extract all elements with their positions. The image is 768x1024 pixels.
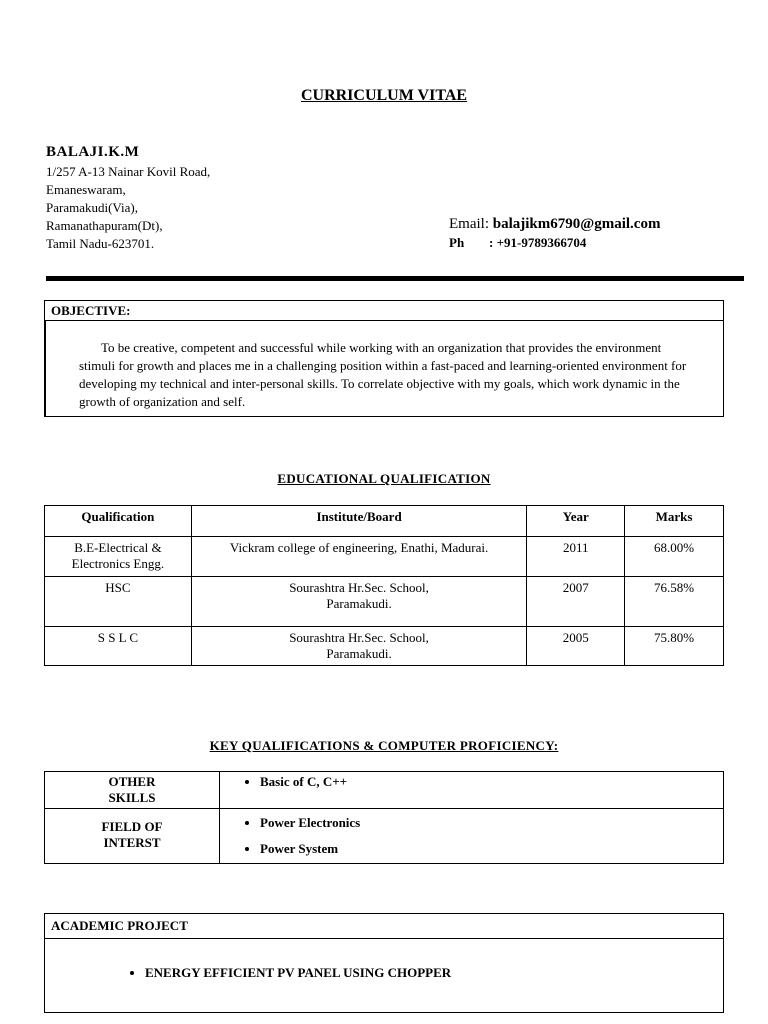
marks-cell: 75.80% bbox=[625, 627, 724, 666]
column-header: Qualification bbox=[45, 506, 192, 537]
address-line: Emaneswaram, bbox=[46, 182, 126, 197]
skill-items-cell bbox=[220, 772, 724, 809]
address-line: Paramakudi(Via), bbox=[46, 200, 138, 215]
address-line: 1/257 A-13 Nainar Kovil Road, bbox=[46, 164, 211, 179]
skill-list bbox=[224, 774, 719, 790]
skill-category-label bbox=[45, 809, 220, 864]
project-section bbox=[44, 913, 724, 1013]
table-row bbox=[45, 772, 724, 809]
header-divider bbox=[46, 276, 744, 281]
skill-category-text: FIELD OF INTERST bbox=[101, 819, 163, 850]
column-header: Institute/Board bbox=[191, 506, 527, 537]
institute-cell: Vickram college of engineering, Enathi, Madurai. bbox=[191, 537, 527, 577]
list-item: • Basic of C, C++ bbox=[260, 774, 719, 790]
institute-cell bbox=[191, 577, 527, 627]
year-cell: 2011 bbox=[527, 537, 625, 577]
year-cell: 2005 bbox=[527, 627, 625, 666]
cv-title: CURRICULUM VITAE bbox=[300, 87, 468, 104]
applicant-name: BALAJI.K.M bbox=[46, 144, 140, 160]
phone-label: Ph bbox=[449, 235, 465, 250]
skill-list bbox=[224, 815, 719, 857]
list-item: • ENERGY EFFICIENT PV PANEL USING CHOPPER bbox=[145, 965, 723, 981]
email-address[interactable]: balajikm6790@gmail.com bbox=[492, 216, 661, 232]
institute-cell bbox=[191, 627, 527, 666]
skills-heading: KEY QUALIFICATIONS & COMPUTER PROFICIENCY: bbox=[209, 738, 559, 753]
column-header: Marks bbox=[625, 506, 724, 537]
address-line: Tamil Nadu-623701. bbox=[46, 236, 155, 251]
objective-heading: OBJECTIVE: bbox=[45, 301, 723, 321]
objective-section bbox=[44, 300, 724, 417]
project-list bbox=[45, 965, 723, 981]
table-row bbox=[45, 537, 724, 577]
table-header-row bbox=[45, 506, 724, 537]
institute-text: Sourashtra Hr.Sec. School, Paramakudi. bbox=[289, 630, 429, 661]
marks-cell: 76.58% bbox=[625, 577, 724, 627]
qualification-cell: B.E-Electrical & Electronics Engg. bbox=[45, 537, 192, 577]
objective-text: To be creative, competent and successful while working with an organization that provides the environment stimuli for growth and places me in a challenging position within a fast-paced and learning-oriented environment for developing my technical and inter-personal skills. To correlate objective with my goals, which work dynamic in the growth of organization and self. bbox=[79, 340, 687, 409]
phone-number: : +91-9789366704 bbox=[489, 235, 587, 250]
marks-cell: 68.00% bbox=[625, 537, 724, 577]
list-item: • Power System bbox=[260, 841, 719, 857]
email-label: Email: bbox=[449, 216, 489, 232]
list-item: • Power Electronics bbox=[260, 815, 719, 831]
qualification-cell: HSC bbox=[45, 577, 192, 627]
education-table bbox=[44, 505, 724, 666]
skills-table bbox=[44, 771, 724, 864]
year-cell: 2007 bbox=[527, 577, 625, 627]
table-row bbox=[45, 809, 724, 864]
address-block bbox=[46, 163, 210, 253]
column-header: Year bbox=[527, 506, 625, 537]
table-row bbox=[45, 627, 724, 666]
education-heading: EDUCATIONAL QUALIFICATION bbox=[277, 471, 491, 486]
institute-text: Sourashtra Hr.Sec. School, Paramakudi. bbox=[289, 580, 429, 611]
email-line bbox=[449, 216, 660, 233]
table-row bbox=[45, 577, 724, 627]
address-line: Ramanathapuram(Dt), bbox=[46, 218, 163, 233]
skill-category-text: OTHER SKILLS bbox=[108, 774, 156, 805]
skill-items-cell bbox=[220, 809, 724, 864]
qualification-cell: S S L C bbox=[45, 627, 192, 666]
project-heading: ACADEMIC PROJECT bbox=[45, 914, 723, 939]
skill-category-label bbox=[45, 772, 220, 809]
phone-line bbox=[449, 235, 586, 251]
